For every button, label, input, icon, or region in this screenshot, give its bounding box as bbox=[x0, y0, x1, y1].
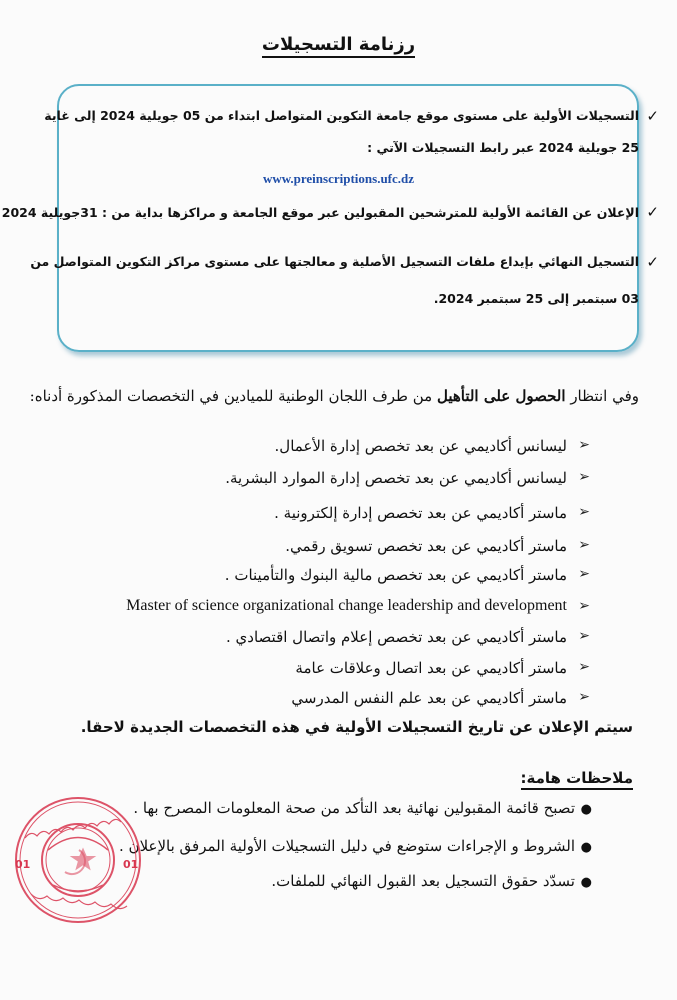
arrow-bullet-icon: ➢ bbox=[578, 689, 590, 705]
notes-title: ملاحظات هامة: bbox=[521, 769, 633, 790]
university-stamp bbox=[3, 790, 153, 930]
bullet-icon: ● bbox=[580, 875, 592, 890]
arrow-bullet-icon: ➢ bbox=[578, 566, 590, 582]
schedule-item-3-line1: التسجيل النهائي بإيداع ملفات التسجيل الأصلية و معالجتها على مستوى مراكز التكوين المتواصل من bbox=[30, 254, 639, 269]
schedule-item-2: الإعلان عن القائمة الأولية للمترشحين المقبولين عبر موقع الجامعة و مراكزها بداية من : 31جويلية 2024 bbox=[1, 205, 639, 220]
specialty-item: ماستر أكاديمي عن بعد تخصص إدارة إلكترونية . bbox=[274, 504, 567, 522]
arrow-bullet-icon: ➢ bbox=[578, 537, 590, 553]
page-title: رزنامة التسجيلات bbox=[0, 34, 677, 55]
specialty-item: ماستر أكاديمي عن بعد تخصص إعلام واتصال اقتصادي . bbox=[226, 628, 567, 646]
specialty-item: Master of science organizational change leadership and development bbox=[126, 597, 567, 614]
specialty-item: ماستر أكاديمي عن بعد تخصص تسويق رقمي. bbox=[285, 537, 567, 555]
registration-link[interactable]: www.preinscriptions.ufc.dz bbox=[262, 171, 415, 186]
specialty-item: ماستر أكاديمي عن بعد اتصال وعلاقات عامة bbox=[295, 659, 567, 677]
announcement: سيتم الإعلان عن تاريخ التسجيلات الأولية في هذه التخصصات الجديدة لاحقا. bbox=[80, 718, 633, 736]
check-icon: ✓ bbox=[646, 107, 659, 125]
specialty-item: ماستر أكاديمي عن بعد تخصص مالية البنوك والتأمينات . bbox=[224, 566, 567, 584]
arrow-bullet-icon: ➢ bbox=[578, 469, 590, 485]
stamp-number-left: 01 bbox=[15, 858, 31, 871]
arrow-bullet-icon: ➢ bbox=[578, 504, 590, 520]
arrow-bullet-icon: ➢ bbox=[578, 659, 590, 675]
stamp-number-right: 01 bbox=[123, 858, 139, 871]
check-icon: ✓ bbox=[646, 253, 659, 271]
arrow-bullet-icon: ➢ bbox=[578, 598, 590, 614]
schedule-item-1-line2: 25 جويلية 2024 عبر رابط التسجيلات الآتي : bbox=[367, 140, 639, 155]
note-item: تصبح قائمة المقبولين نهائية بعد التأكد من صحة المعلومات المصرح بها . bbox=[133, 799, 575, 817]
schedule-item-1-line1: التسجيلات الأولية على مستوى موقع جامعة التكوين المتواصل ابتداء من 05 جويلية 2024 إلى غاية bbox=[44, 108, 639, 123]
intro-paragraph: وفي انتظار الحصول على التأهيل من طرف اللجان الوطنية للميادين في التخصصات المذكورة أدناه: bbox=[29, 387, 639, 405]
bullet-icon: ● bbox=[580, 840, 592, 855]
arrow-bullet-icon: ➢ bbox=[578, 628, 590, 644]
specialty-item: ماستر أكاديمي عن بعد علم النفس المدرسي bbox=[291, 689, 567, 707]
note-item: الشروط و الإجراءات ستوضع في دليل التسجيلات الأولية المرفق بالإعلان . bbox=[119, 837, 575, 855]
arrow-bullet-icon: ➢ bbox=[578, 437, 590, 453]
specialty-item: ليسانس أكاديمي عن بعد تخصص إدارة الموارد البشرية. bbox=[225, 469, 567, 487]
schedule-item-3-line2: 03 سبتمبر إلى 25 سبتمبر 2024. bbox=[433, 291, 639, 306]
specialty-item: ليسانس أكاديمي عن بعد تخصص إدارة الأعمال. bbox=[274, 437, 567, 455]
note-item: تسدّد حقوق التسجيل بعد القبول النهائي للملفات. bbox=[271, 872, 575, 890]
check-icon: ✓ bbox=[646, 203, 659, 221]
bullet-icon: ● bbox=[580, 802, 592, 817]
